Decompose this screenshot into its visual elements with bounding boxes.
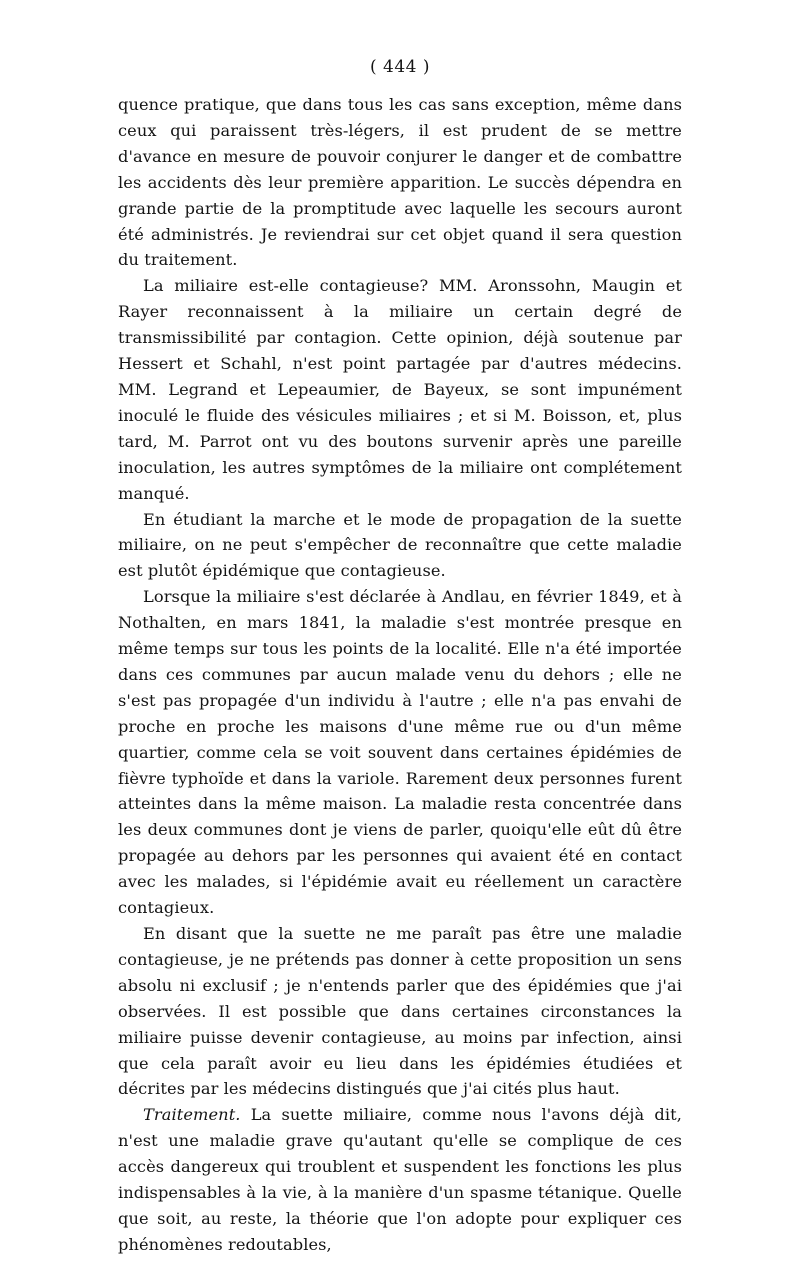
paragraph-5 bbox=[118, 921, 682, 1102]
paragraph-3-text: En étudiant la marche et le mode de propagation de la suette miliaire, on ne peut s'empêcher de reconnaître que cette maladie est plutôt épidémique que contagieuse. bbox=[118, 509, 682, 581]
paragraph-1-text: quence pratique, que dans tous les cas sans exception, même dans ceux qui paraissent très-légers, il est prudent de se mettre d'avance en mesure de pouvoir conjurer le danger et de combattre les accidents dès leur première apparition. Le succès dépendra en grande partie de la promptitude avec laquelle les secours auront été administrés. Je reviendrai sur cet objet quand il sera question du traitement. bbox=[118, 95, 682, 270]
paragraph-2 bbox=[118, 273, 682, 506]
paragraph-5-text: En disant que la suette ne me paraît pas être une maladie contagieuse, je ne prétends pas donner à cette proposition un sens absolu ni exclusif ; je n'entends parler que des épidémies que j'ai observées. Il est possible que dans certaines circonstances la miliaire puisse devenir contagieuse, au moins par infection, ainsi que cela paraît avoir eu lieu dans les épidémies étudiées et décrites par les médecins distingués que j'ai cités plus haut. bbox=[118, 924, 682, 1099]
section-heading-traitement: Traitement. bbox=[143, 1105, 241, 1125]
book-page bbox=[118, 56, 682, 1258]
paragraph-1 bbox=[118, 92, 682, 273]
paragraph-4-text: Lorsque la miliaire s'est déclarée à Andlau, en février 1849, et à Nothalten, en mars 1841, la maladie s'est montrée presque en même temps sur tous les points de la localité. Elle n'a été importée dans ces communes par aucun malade venu du dehors ; elle ne s'est pas propagée d'un individu à l'autre ; elle n'a pas envahi de proche en proche les maisons d'une même rue ou d'un même quartier, comme cela se voit souvent dans certaines épidémies de fièvre typhoïde et dans la variole. Rarement deux personnes furent atteintes dans la même maison. La maladie resta concentrée dans les deux communes dont je viens de parler, quoiqu'elle eût dû être propagée au dehors par les personnes qui avaient été en contact avec les malades, si l'épidémie avait eu réellement un caractère contagieux. bbox=[118, 587, 682, 918]
page-number: ( 444 ) bbox=[369, 57, 431, 77]
paragraph-3 bbox=[118, 507, 682, 585]
paragraph-4 bbox=[118, 584, 682, 921]
paragraph-6 bbox=[118, 1102, 682, 1257]
paragraph-6-text: La suette miliaire, comme nous l'avons déjà dit, n'est une maladie grave qu'autant qu'elle se complique de ces accès dangereux qui troublent et suspendent les fonctions les plus indispensables à la vie, à la manière d'un spasme tétanique. Quelle que soit, au reste, la théorie que l'on adopte pour expliquer ces phénomènes redoutables, bbox=[118, 1105, 682, 1254]
paragraph-2-text: La miliaire est-elle contagieuse? MM. Aronssohn, Maugin et Rayer reconnaissent à la miliaire un certain degré de transmissibilité par contagion. Cette opinion, déjà soutenue par Hessert et Schahl, n'est point partagée par d'autres médecins. MM. Legrand et Lepeaumier, de Bayeux, se sont impunément inoculé le fluide des vésicules miliaires ; et si M. Boisson, et, plus tard, M. Parrot ont vu des boutons survenir après une pareille inoculation, les autres symptômes de la miliaire ont complétement manqué. bbox=[118, 276, 682, 503]
